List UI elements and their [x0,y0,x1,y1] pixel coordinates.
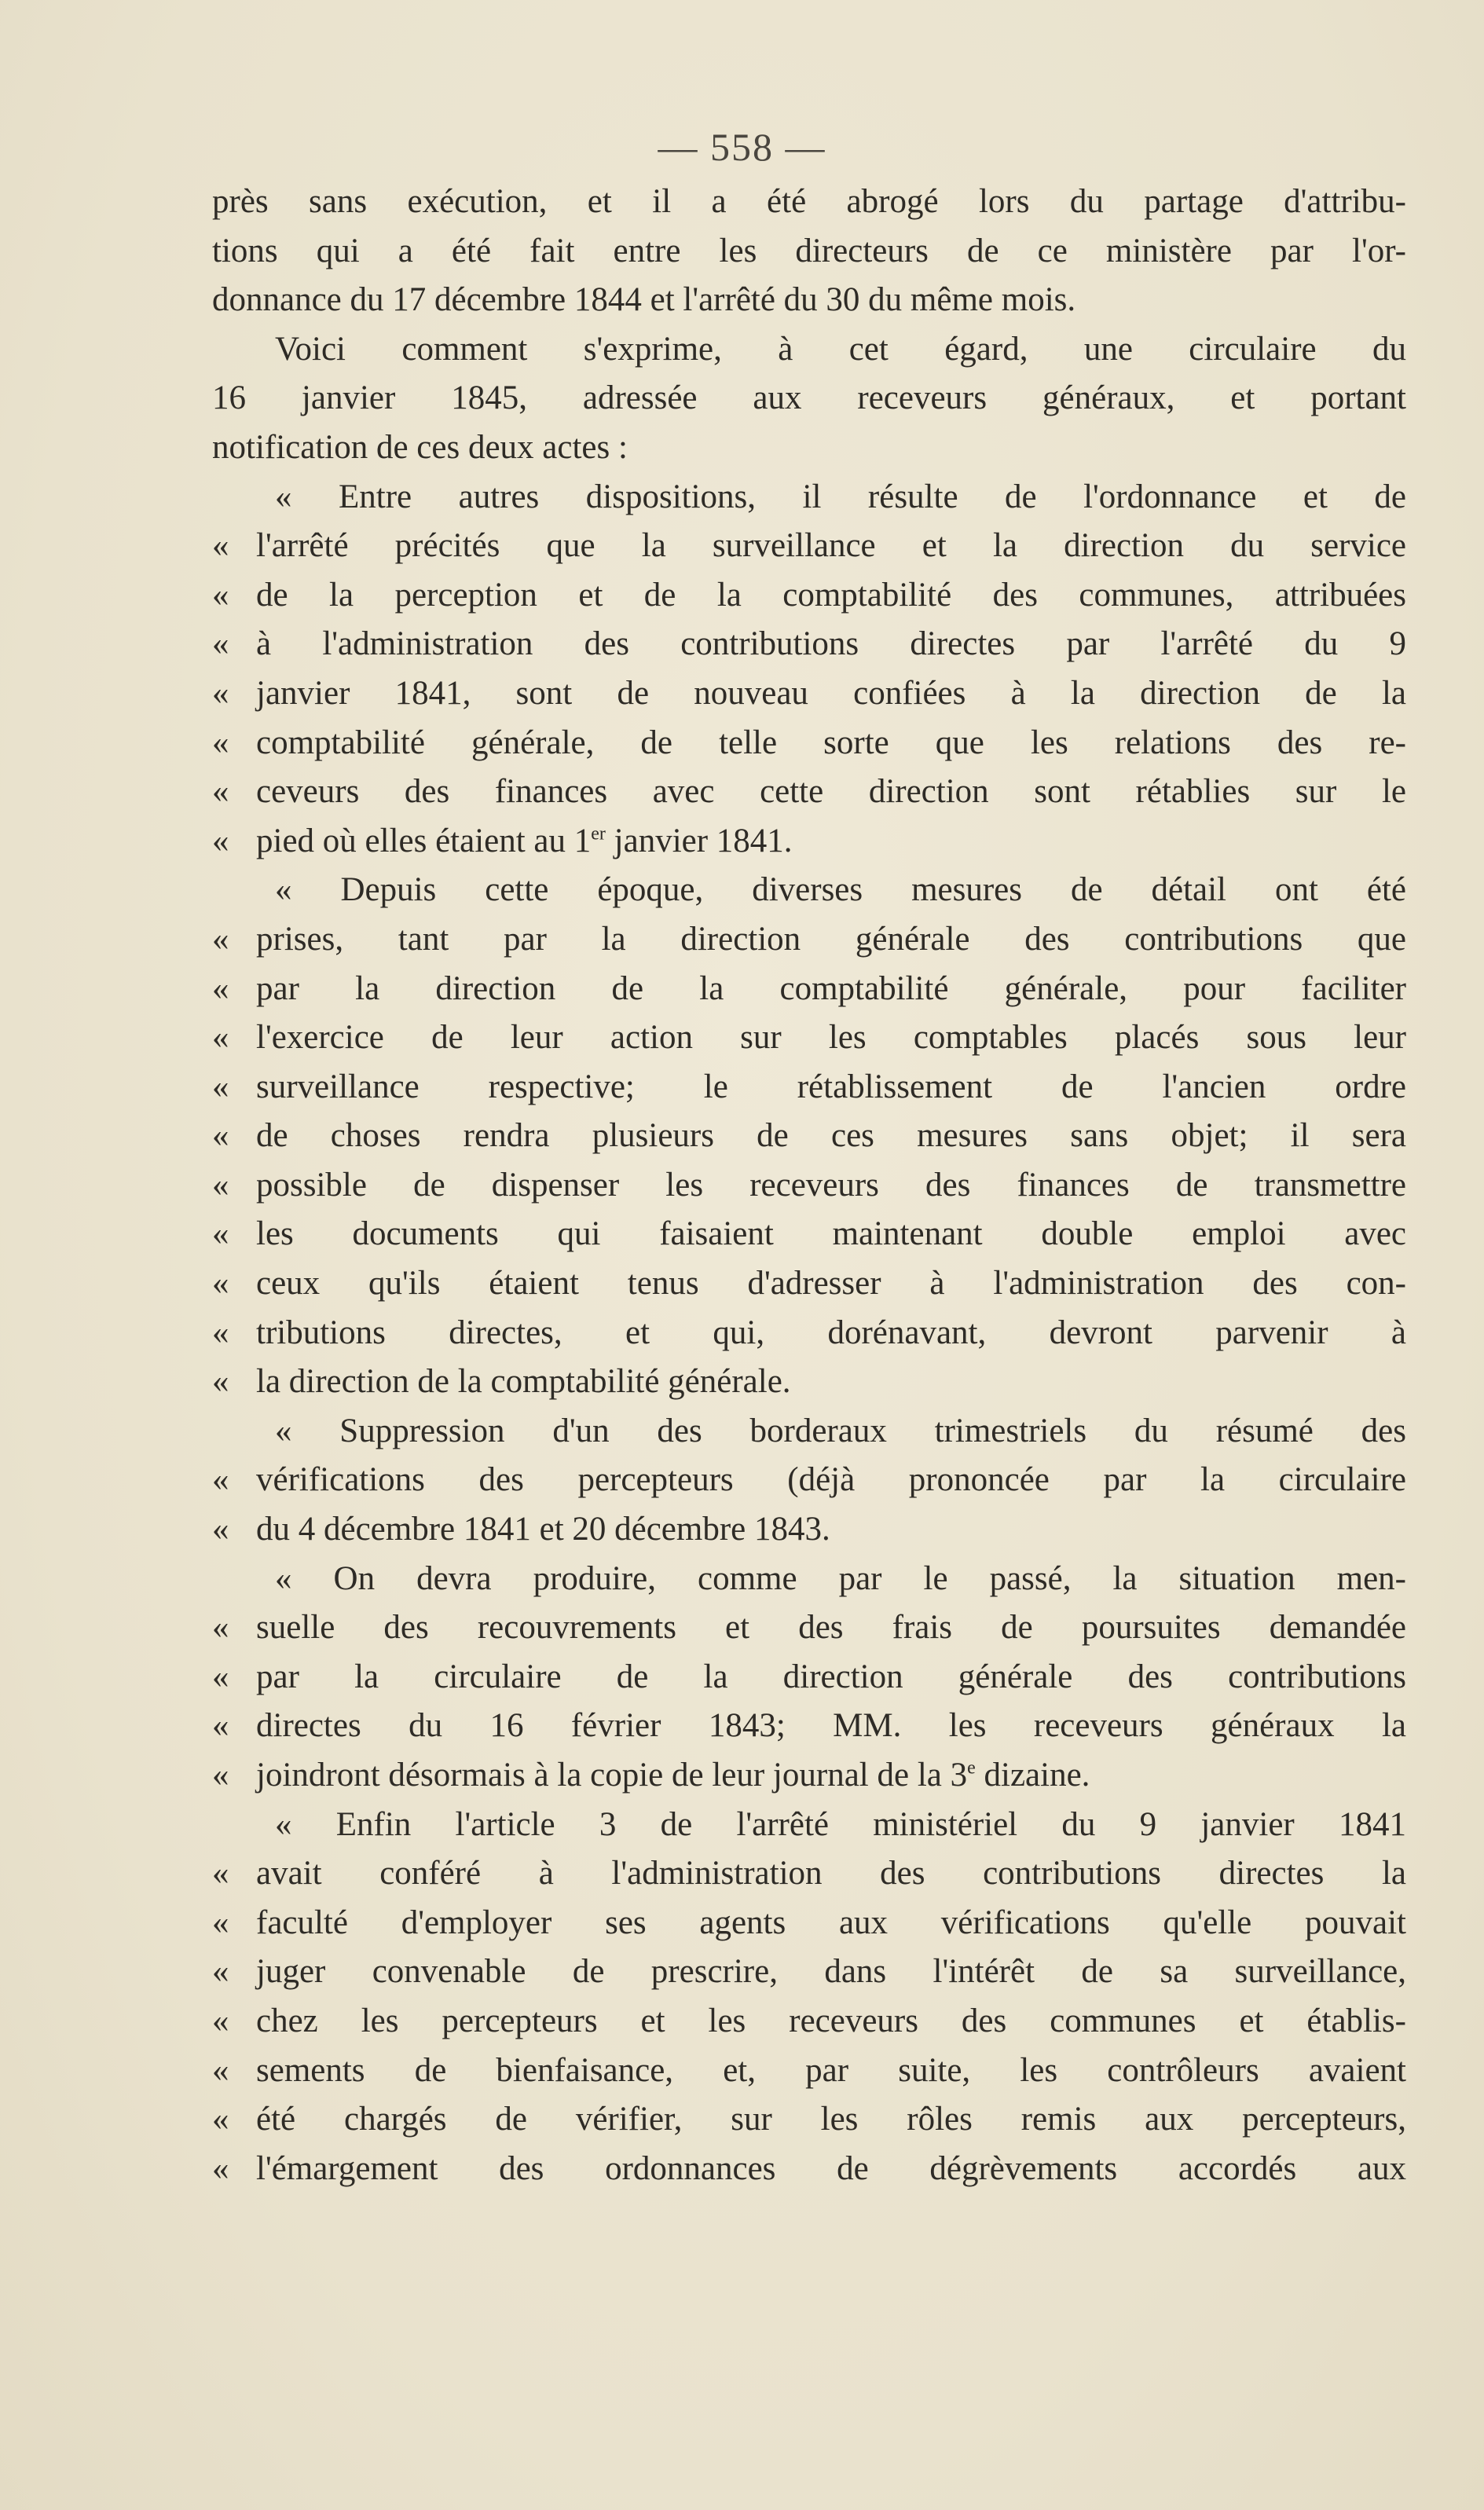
text-line: « janvier 1841, sont de nouveau confiées à la direction de la [212,669,1406,719]
text-line: « comptabilité générale, de telle sorte que les relations des re- [212,719,1406,768]
text-line: « tributions directes, et qui, dorénavant, devront parvenir à [212,1309,1406,1358]
text-line: « Enfin l'article 3 de l'arrêté ministériel du 9 janvier 1841 [275,1805,1406,1843]
quote-mark: « [212,1609,229,1647]
quote-mark: « [212,1363,229,1401]
text-line: notification de ces deux actes : [212,428,628,466]
text-line: « surveillance respective; le rétablissement de l'ancien ordre [212,1063,1406,1112]
text-line: « possible de dispenser les receveurs des finances de transmettre [212,1161,1406,1211]
quote-mark: « [212,1511,229,1548]
text-line: « du 4 décembre 1841 et 20 décembre 1843. [212,1505,1406,1555]
text-line: « l'exercice de leur action sur les comptables placés sous leur [212,1013,1406,1063]
quote-mark: « [212,1904,229,1941]
quote-mark: « [212,1265,229,1303]
text-line: « ceux qu'ils étaient tenus d'adresser à l'administration des con- [212,1259,1406,1309]
quote-mark: « [212,527,229,565]
quote-mark: « [212,2002,229,2039]
text-line: « l'émargement des ordonnances de dégrèvements accordés aux [212,2145,1406,2194]
text-line: « pied où elles étaient au 1er janvier 1841. [212,817,1406,867]
text-line: « chez les percepteurs et les receveurs des communes et établis- [212,1997,1406,2046]
text-line: « l'arrêté précités que la surveillance et la direction du service [212,522,1406,571]
text-line: près sans exécution, et il a été abrogé lors du partage d'attribu- [212,183,1406,220]
text-line: « avait conféré à l'administration des contributions directes la [212,1849,1406,1899]
quote-mark: « [212,576,229,614]
quote-mark: « [212,674,229,712]
page-number: — 558 — [658,125,826,169]
quote-mark: « [212,2101,229,2138]
text-line: « à l'administration des contributions directes par l'arrêté du 9 [212,620,1406,669]
text-line: 16 janvier 1845, adressée aux receveurs généraux, et portant [212,379,1406,417]
text-line: « de la perception et de la comptabilité des communes, attribuées [212,571,1406,621]
text-line: « Entre autres dispositions, il résulte de l'ordonnance et de [275,478,1406,515]
text-line: « vérifications des percepteurs (déjà prononcée par la circulaire [212,1456,1406,1505]
text-line: « Depuis cette époque, diverses mesures de détail ont été [275,871,1406,909]
text-line: Voici comment s'exprime, à cet égard, une circulaire du [275,330,1406,368]
text-line: « sements de bienfaisance, et, par suite, les contrôleurs avaient [212,2046,1406,2096]
quote-mark: « [212,1314,229,1351]
quote-mark: « [212,2051,229,2089]
text-line: tions qui a été fait entre les directeurs de ce ministère par l'or- [212,232,1406,269]
quote-mark: « [212,1757,229,1794]
quote-mark: « [212,625,229,663]
text-line: « par la direction de la comptabilité générale, pour faciliter [212,965,1406,1014]
text-line: « prises, tant par la direction générale des contributions que [212,915,1406,965]
text-line: « faculté d'employer ses agents aux vérifications qu'elle pouvait [212,1899,1406,1948]
quote-mark: « [212,1215,229,1253]
body-text [212,178,1406,2193]
text-line: « On devra produire, comme par le passé, la situation men- [275,1559,1406,1597]
quote-mark: « [212,1855,229,1893]
quote-mark: « [212,1461,229,1499]
text-line: « suelle des recouvrements et des frais de poursuites demandée [212,1603,1406,1653]
text-line: « la direction de la comptabilité générale. [212,1358,1406,1407]
quote-mark: « [212,1019,229,1057]
quote-mark: « [212,1068,229,1105]
quote-mark: « [212,1658,229,1695]
text-line: « juger convenable de prescrire, dans l'intérêt de sa surveillance, [212,1948,1406,1997]
text-line: « directes du 16 février 1843; MM. les receveurs généraux la [212,1702,1406,1751]
quote-mark: « [212,920,229,958]
text-line: « ceveurs des finances avec cette direction sont rétablies sur le [212,768,1406,817]
quote-mark: « [212,1166,229,1204]
quote-mark: « [212,1117,229,1155]
text-line: « par la circulaire de la direction générale des contributions [212,1653,1406,1702]
text-line: donnance du 17 décembre 1844 et l'arrêté du 30 du même mois. [212,281,1076,319]
quote-mark: « [212,1707,229,1745]
text-line: « été chargés de vérifier, sur les rôles remis aux percepteurs, [212,2095,1406,2145]
quote-mark: « [212,2149,229,2187]
quote-mark: « [212,822,229,859]
quote-mark: « [212,969,229,1007]
text-line: « joindront désormais à la copie de leur journal de la 3e dizaine. [212,1751,1406,1801]
text-line: « les documents qui faisaient maintenant double emploi avec [212,1210,1406,1259]
quote-mark: « [212,773,229,811]
text-line: « de choses rendra plusieurs de ces mesures sans objet; il sera [212,1112,1406,1161]
quote-mark: « [212,1953,229,1991]
quote-mark: « [212,724,229,761]
text-line: « Suppression d'un des borderaux trimestriels du résumé des [275,1412,1406,1449]
